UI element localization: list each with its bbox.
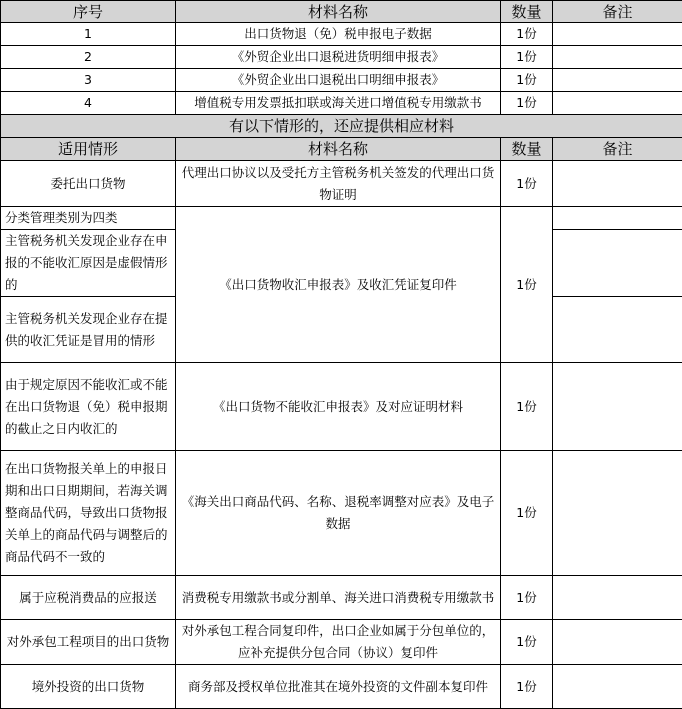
situation-cell: 境外投资的出口货物 xyxy=(1,665,176,709)
qty-cell: 1份 xyxy=(501,620,553,665)
note-cell xyxy=(553,363,682,451)
name-cell: 《出口货物不能收汇申报表》及对应证明材料 xyxy=(176,363,501,451)
table-row xyxy=(1,576,682,620)
note-header: 备注 xyxy=(553,1,682,23)
table-row xyxy=(1,69,682,92)
name-cell: 出口货物退（免）税申报电子数据 xyxy=(176,23,501,46)
note-cell xyxy=(553,230,682,297)
name-cell: 商务部及授权单位批准其在境外投资的文件副本复印件 xyxy=(176,665,501,709)
name-cell: 《海关出口商品代码、名称、退税率调整对应表》及电子数据 xyxy=(176,451,501,576)
table-row xyxy=(1,207,682,230)
name-cell: 增值税专用发票抵扣联或海关进口增值税专用缴款书 xyxy=(176,92,501,115)
table-row xyxy=(1,161,682,207)
table-row xyxy=(1,665,682,709)
note-cell xyxy=(553,576,682,620)
qty-cell: 1份 xyxy=(501,576,553,620)
note-header-2: 备注 xyxy=(553,138,682,161)
table-row xyxy=(1,363,682,451)
note-cell xyxy=(553,46,682,69)
name-cell: 消费税专用缴款书或分割单、海关进口消费税专用缴款书 xyxy=(176,576,501,620)
note-cell xyxy=(553,665,682,709)
note-cell xyxy=(553,297,682,363)
name-cell: 《出口货物收汇申报表》及收汇凭证复印件 xyxy=(176,207,501,363)
situation-cell: 由于规定原因不能收汇或不能在出口货物退（免）税申报期的截止之日内收汇的 xyxy=(1,363,176,451)
seq-cell: 2 xyxy=(1,46,176,69)
seq-header: 序号 xyxy=(1,1,176,23)
table-row xyxy=(1,46,682,69)
situation-cell: 属于应税消费品的应报送 xyxy=(1,576,176,620)
qty-header-2: 数量 xyxy=(501,138,553,161)
table-row xyxy=(1,92,682,115)
qty-cell: 1份 xyxy=(501,161,553,207)
name-header: 材料名称 xyxy=(176,1,501,23)
name-cell: 代理出口协议以及受托方主管税务机关签发的代理出口货物证明 xyxy=(176,161,501,207)
note-cell xyxy=(553,451,682,576)
note-cell xyxy=(553,620,682,665)
name-header-2: 材料名称 xyxy=(176,138,501,161)
name-cell: 对外承包工程合同复印件，出口企业如属于分包单位的，应补充提供分包合同（协议）复印件 xyxy=(176,620,501,665)
qty-cell: 1份 xyxy=(501,363,553,451)
qty-cell: 1份 xyxy=(501,69,553,92)
note-cell xyxy=(553,92,682,115)
qty-cell: 1份 xyxy=(501,92,553,115)
situation-cell: 分类管理类别为四类 xyxy=(1,207,176,230)
table-row xyxy=(1,23,682,46)
situation-cell: 对外承包工程项目的出口货物 xyxy=(1,620,176,665)
name-cell: 《外贸企业出口退税进货明细申报表》 xyxy=(176,46,501,69)
qty-cell: 1份 xyxy=(501,46,553,69)
section-title: 有以下情形的，还应提供相应材料 xyxy=(1,115,682,138)
qty-cell: 1份 xyxy=(501,665,553,709)
table-row xyxy=(1,620,682,665)
note-cell xyxy=(553,23,682,46)
seq-cell: 1 xyxy=(1,23,176,46)
situation-header: 适用情形 xyxy=(1,138,176,161)
header-row xyxy=(1,1,682,23)
situation-cell: 在出口货物报关单上的申报日期和出口日期期间，若海关调整商品代码，导致出口货物报关单上的商品代码与调整后的商品代码不一致的 xyxy=(1,451,176,576)
situation-cell: 主管税务机关发现企业存在申报的不能收汇原因是虚假情形的 xyxy=(1,230,176,297)
note-cell xyxy=(553,207,682,230)
header-row-2 xyxy=(1,138,682,161)
name-cell: 《外贸企业出口退税出口明细申报表》 xyxy=(176,69,501,92)
qty-cell: 1份 xyxy=(501,207,553,363)
seq-cell: 4 xyxy=(1,92,176,115)
seq-cell: 3 xyxy=(1,69,176,92)
situation-cell: 委托出口货物 xyxy=(1,161,176,207)
qty-header: 数量 xyxy=(501,1,553,23)
section-title-row xyxy=(1,115,682,138)
qty-cell: 1份 xyxy=(501,23,553,46)
table-row xyxy=(1,451,682,576)
note-cell xyxy=(553,161,682,207)
qty-cell: 1份 xyxy=(501,451,553,576)
situation-cell: 主管税务机关发现企业存在提供的收汇凭证是冒用的情形 xyxy=(1,297,176,363)
note-cell xyxy=(553,69,682,92)
